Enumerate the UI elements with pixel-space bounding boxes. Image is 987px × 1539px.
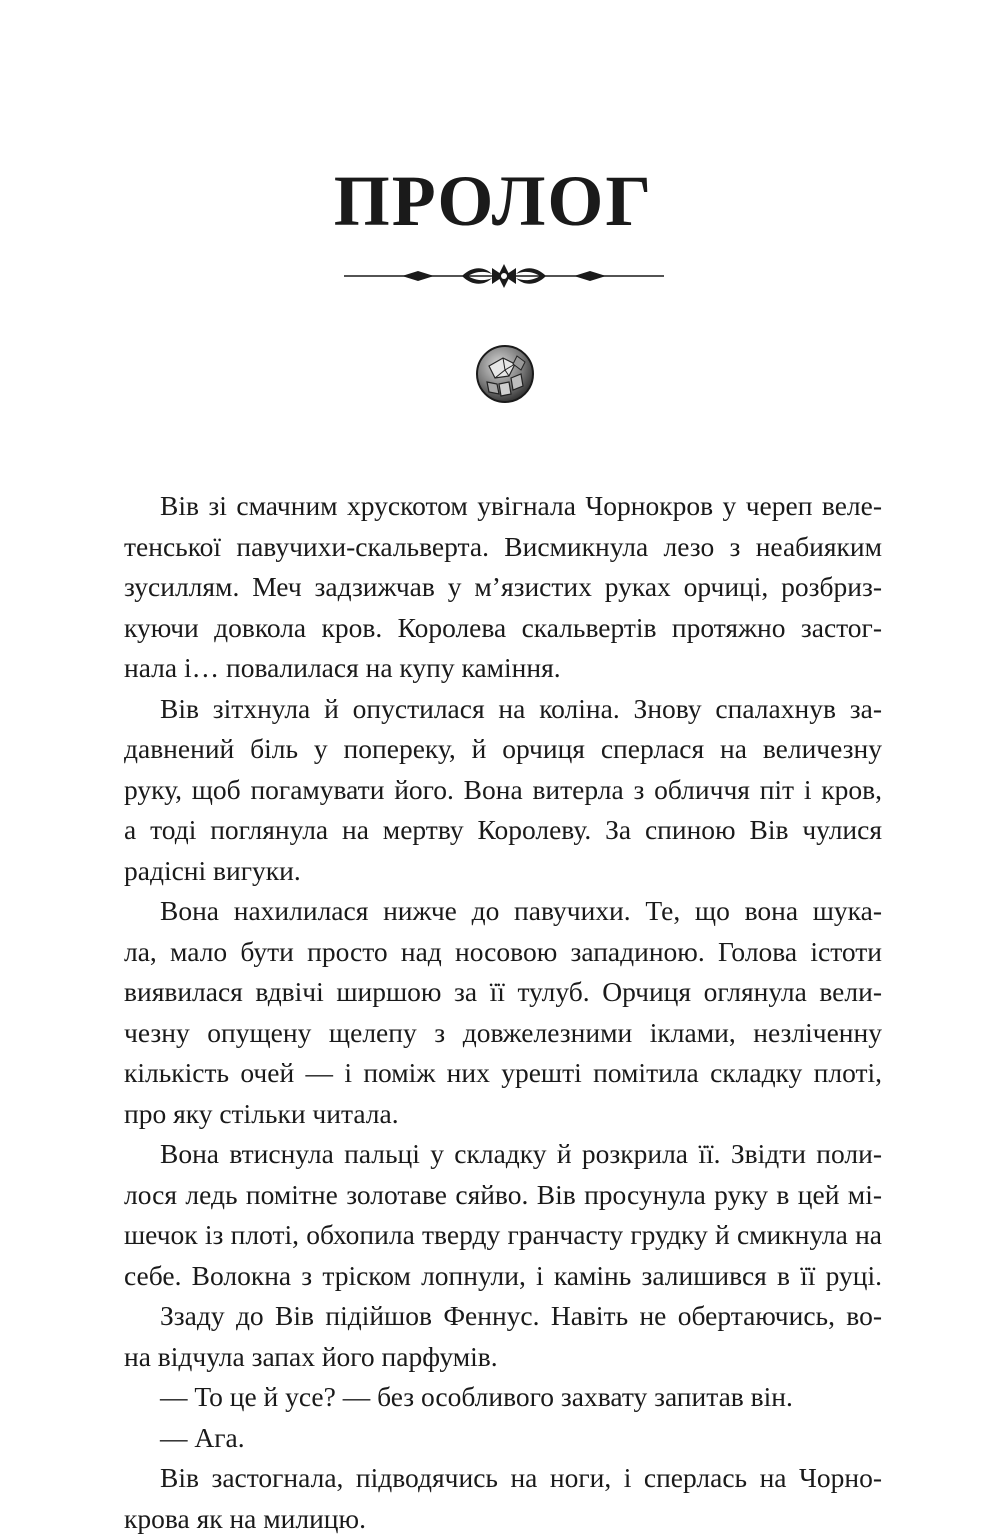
text-line: зусиллям. Меч задзижчав у м’язистих руках орчиці, розбриз- [124,567,882,608]
dialogue-line: — То це й усе? — без особливого захвату запитав він. [124,1377,882,1418]
text-line: про яку стільки читала. [124,1094,882,1135]
ornamental-divider-icon [344,262,664,290]
text-line: тенської павучихи-скальверта. Висмикнула лезо з неабияким [124,527,882,568]
text-line: на відчула запах його парфумів. [124,1337,882,1378]
prologue-text [124,486,882,1539]
stone-medallion-icon [475,344,535,404]
text-line: Вів застогнала, підводячись на ноги, і сперлась на Чорно- [124,1458,882,1499]
text-line: Вів зі смачним хрускотом увігнала Чорнокров у череп веле- [124,486,882,527]
text-line: виявилася вдвічі ширшою за її тулуб. Орчиця оглянула вели- [124,972,882,1013]
text-line: Вона нахилилася нижче до павучихи. Те, що вона шука- [124,891,882,932]
text-line: кількість очей — і поміж них урешті помітила складку плоті, [124,1053,882,1094]
text-line: Вона втиснула пальці у складку й розкрила її. Звідти поли- [124,1134,882,1175]
dialogue-line: — Ага. [124,1418,882,1459]
text-line: чезну опущену щелепу з довжелезними іклами, незліченну [124,1013,882,1054]
text-line: лося ледь помітне золотаве сяйво. Вів просунула руку в цей мі- [124,1175,882,1216]
text-line: руку, щоб погамувати його. Вона витерла з обличчя піт і кров, [124,770,882,811]
text-line: Ззаду до Вів підійшов Феннус. Навіть не обертаючись, во- [124,1296,882,1337]
text-line: Вів зітхнула й опустилася на коліна. Знову спалахнув за- [124,689,882,730]
chapter-title: ПРОЛОГ [0,165,987,237]
text-line: нала і… повалилася на купу каміння. [124,648,882,689]
text-line: куючи довкола кров. Королева скальвертів протяжно застог- [124,608,882,649]
text-line: крова як на милицю. [124,1499,882,1539]
text-line: а тоді поглянула на мертву Королеву. За спиною Вів чулися [124,810,882,851]
text-line: шечок із плоті, обхопила тверду гранчасту грудку й смикнула на [124,1215,882,1256]
text-line: ла, мало бути просто над носовою западиною. Голова істоти [124,932,882,973]
text-line: себе. Волокна з тріском лопнули, і камінь залишився в її руці. [124,1256,882,1297]
text-line: давнений біль у попереку, й орчиця сперлася на величезну [124,729,882,770]
text-line: радісні вигуки. [124,851,882,892]
